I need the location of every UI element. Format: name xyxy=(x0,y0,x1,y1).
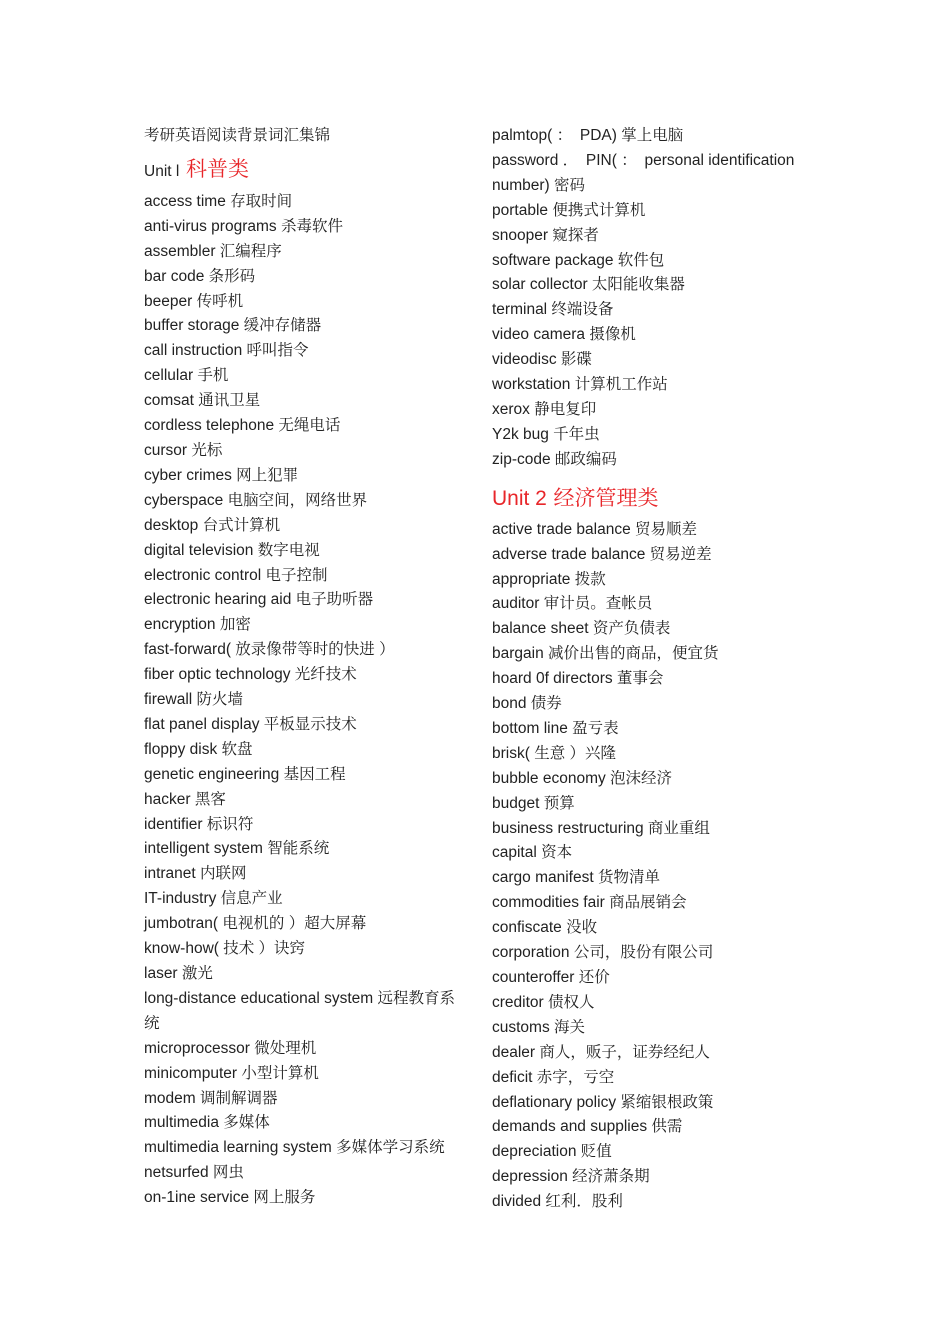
vocab-entry: capital 资本 xyxy=(492,844,573,862)
vocab-entry: palmtop( ： PDA) 掌上电脑 xyxy=(492,127,684,144)
vocab-entry: on-1ine service 网上服务 xyxy=(144,1189,316,1207)
vocab-entry: hoard 0f directors 董事会 xyxy=(492,670,664,688)
vocab-entry: firewall 防火墙 xyxy=(144,691,244,709)
document-title: 考研英语阅读背景词汇集锦 xyxy=(144,127,331,144)
vocab-entry: cellular 手机 xyxy=(144,367,229,385)
vocab-entry: electronic control 电子控制 xyxy=(144,566,328,584)
vocab-entry: commodities fair 商品展销会 xyxy=(492,894,687,912)
vocab-entry: bubble economy 泡沫经济 xyxy=(492,769,673,787)
vocab-entry: encryption 加密 xyxy=(144,616,251,634)
vocab-entry: cordless telephone 无绳电话 xyxy=(144,417,341,435)
vocab-entry: multimedia learning system 多媒体学习系统 xyxy=(144,1139,445,1157)
vocab-entry: budget 预算 xyxy=(492,794,575,812)
vocab-entry: customs 海关 xyxy=(492,1018,586,1036)
vocab-entry: corporation 公司，股份有限公司 xyxy=(492,944,714,962)
vocab-entry: laser 激光 xyxy=(144,965,213,982)
unit1-vocab-list-continued xyxy=(492,124,822,473)
vocab-entry: snooper 窥探者 xyxy=(492,226,599,244)
vocab-entry: business restructuring 商业重组 xyxy=(492,819,710,837)
unit1-prefix: Unit l xyxy=(144,162,180,180)
right-column xyxy=(492,124,822,1215)
unit2-prefix: Unit 2 xyxy=(492,486,547,510)
vocab-entry: divided 红利．股利 xyxy=(492,1193,623,1211)
vocab-entry: fiber optic technology 光纤技术 xyxy=(144,666,357,684)
vocab-entry: intelligent system 智能系统 xyxy=(144,840,330,858)
vocab-entry: active trade balance 贸易顺差 xyxy=(492,520,698,538)
vocab-entry: videodisc 影碟 xyxy=(492,351,592,369)
vocab-entry: know-how( 技术 ）诀窍 xyxy=(144,940,306,958)
vocab-entry: confiscate 没收 xyxy=(492,919,598,937)
vocab-entry: counteroffer 还价 xyxy=(492,969,610,986)
vocab-entry: bottom line 盈亏表 xyxy=(492,719,619,737)
vocab-entry: bond 债券 xyxy=(492,695,562,713)
vocab-entry: intranet 内联网 xyxy=(144,865,247,883)
unit2-vocab-list xyxy=(492,518,822,1215)
vocab-entry: depreciation 贬值 xyxy=(492,1143,612,1161)
vocab-entry: desktop 台式计算机 xyxy=(144,516,281,534)
vocab-entry: adverse trade balance 贸易逆差 xyxy=(492,545,712,563)
vocab-entry: IT-industry 信息产业 xyxy=(144,890,283,908)
vocab-entry: beeper 传呼机 xyxy=(144,292,244,310)
vocab-entry: long-distance educational system 远程教育系统 xyxy=(144,989,455,1032)
vocab-entry: password ． PIN( ： personal identification number) 密码 xyxy=(492,151,795,194)
vocab-entry: comsat 通讯卫星 xyxy=(144,392,261,410)
unit2-heading xyxy=(492,479,822,518)
vocab-entry: cyber crimes 网上犯罪 xyxy=(144,466,299,484)
vocab-entry: video camera 摄像机 xyxy=(492,326,636,344)
vocab-entry: digital television 数字电视 xyxy=(144,541,320,559)
vocab-entry: access time 存取时间 xyxy=(144,192,293,210)
vocab-entry: anti-virus programs 杀毒软件 xyxy=(144,217,343,235)
vocab-entry: auditor 审计员。查帐员 xyxy=(492,595,653,613)
vocab-entry: minicomputer 小型计算机 xyxy=(144,1064,319,1082)
vocab-entry: zip-code 邮政编码 xyxy=(492,450,617,468)
vocab-entry: cargo manifest 货物清单 xyxy=(492,869,660,887)
vocab-entry: netsurfed 网虫 xyxy=(144,1164,244,1182)
vocab-entry: jumbotran( 电视机的 ）超大屏幕 xyxy=(144,915,367,933)
vocab-entry: dealer 商人，贩子，证券经纪人 xyxy=(492,1043,710,1061)
vocab-entry: flat panel display 平板显示技术 xyxy=(144,715,357,733)
vocab-entry: bar code 条形码 xyxy=(144,267,256,285)
vocab-entry: cursor 光标 xyxy=(144,441,223,459)
unit2-name: 经济管理类 xyxy=(553,486,659,510)
vocab-entry: call instruction 呼叫指令 xyxy=(144,342,309,360)
vocab-entry: floppy disk 软盘 xyxy=(144,740,253,758)
unit1-vocab-list xyxy=(144,190,469,1211)
vocab-entry: creditor 债权人 xyxy=(492,993,595,1011)
vocab-entry: xerox 静电复印 xyxy=(492,400,597,418)
unit1-name: 科普类 xyxy=(186,157,249,181)
vocab-entry: modem 调制解调器 xyxy=(144,1089,278,1107)
vocab-entry: multimedia 多媒体 xyxy=(144,1114,270,1132)
vocab-entry: solar collector 太阳能收集器 xyxy=(492,276,685,294)
vocab-entry: balance sheet 资产负债表 xyxy=(492,620,671,638)
vocab-entry: identifier 标识符 xyxy=(144,815,254,833)
vocab-entry: workstation 计算机工作站 xyxy=(492,376,668,394)
vocab-entry: electronic hearing aid 电子助听器 xyxy=(144,591,374,609)
vocab-entry: portable 便携式计算机 xyxy=(492,201,646,219)
vocab-entry: appropriate 拨款 xyxy=(492,570,606,588)
vocab-entry: depression 经济萧条期 xyxy=(492,1168,650,1186)
vocab-entry: hacker 黑客 xyxy=(144,790,226,808)
vocab-entry: fast-forward( 放录像带等时的快进 ） xyxy=(144,641,395,659)
vocab-entry: brisk( 生意 ）兴隆 xyxy=(492,744,617,762)
vocab-entry: genetic engineering 基因工程 xyxy=(144,765,346,783)
vocab-entry: assembler 汇编程序 xyxy=(144,242,282,260)
unit1-heading xyxy=(144,151,469,190)
vocab-entry: deficit 赤字，亏空 xyxy=(492,1068,615,1086)
vocab-entry: buffer storage 缓冲存储器 xyxy=(144,317,322,335)
vocab-entry: bargain 减价出售的商品，便宜货 xyxy=(492,645,719,663)
vocab-entry: cyberspace 电脑空间，网络世界 xyxy=(144,491,368,509)
vocab-entry: microprocessor 微处理机 xyxy=(144,1039,317,1057)
vocab-entry: Y2k bug 千年虫 xyxy=(492,425,600,443)
vocab-entry: terminal 终端设备 xyxy=(492,301,614,319)
vocab-entry: software package 软件包 xyxy=(492,251,665,269)
vocab-entry: deflationary policy 紧缩银根政策 xyxy=(492,1093,714,1111)
vocab-entry: demands and supplies 供需 xyxy=(492,1118,683,1136)
left-column xyxy=(144,124,469,1211)
